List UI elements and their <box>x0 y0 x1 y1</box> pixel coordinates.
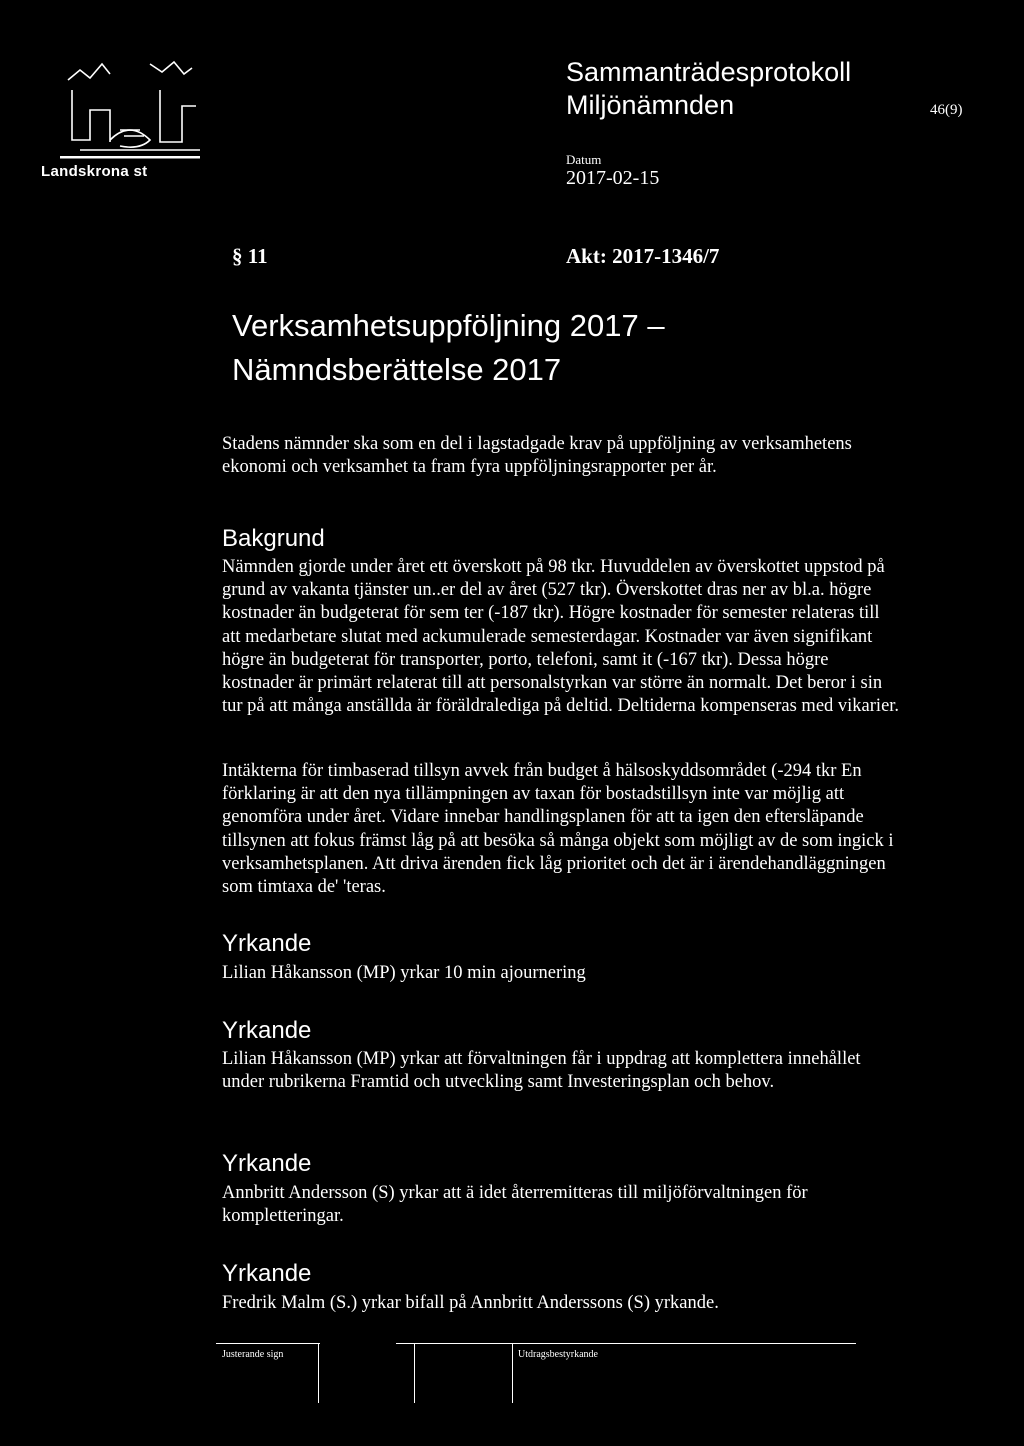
date-value: 2017-02-15 <box>566 167 660 189</box>
signature-top-rule-right <box>396 1343 856 1344</box>
bakgrund-heading: Bakgrund <box>222 525 325 552</box>
yrkande-text-3: Annbritt Andersson (S) yrkar att ä idet återremitteras till miljöförvaltningen för kompletteringar. <box>222 1183 808 1227</box>
organization-name: Miljönämnden <box>566 90 735 120</box>
intro-paragraph: Stadens nämnder ska som en del i lagstadgade krav på uppföljning av verksamhetens ekonomi och verksamhet ta fram fyra uppföljningsrapporter per år. <box>222 434 852 478</box>
date-label: Datum <box>566 152 602 167</box>
yrkande-heading-3: Yrkande <box>222 1150 312 1177</box>
bakgrund-paragraph-1: Nämnden gjorde under året ett överskott på 98 tkr. Huvuddelen av överskottet uppstod på grund av vakanta tjänster un..er del av året (527 tkr). Överskottet dras ner av bl.a. högre kostnader än budgeterat för sem ter (-187 tkr). Högre kostnader för semester relateras till att medarbetare slutat med ackumulerade semesterdagar. Kostnader var även signifikant högre än budgeterat för transporter, porto, telefoni, samt it (-167 tkr). Dessa högre kostnader är primärt relaterat till att personalstyrkan var större än normalt. Det beror i sin tur på att många anställda är föräldralediga på deltid. Deltiderna kompenseras med vikarier. <box>222 557 900 717</box>
bakgrund-paragraph-2: Intäkterna för timbaserad tillsyn avvek från budget å hälsoskyddsområdet (-294 tkr En förklaring är att den nya tillämpningen av taxan för bostadstillsyn inte var möjlig att genomföra under året. Vidare innebar handlingsplanen för att ta igen den eftersläpande tillsynen att fokus främst låg på att besöka så många objekt som möjligt av de som ingick i verksamhetsplanen. Att driva ärenden fick låg prioritet och det är i ärendehandläggningen som timtaxa de' 'teras. <box>222 761 894 898</box>
signature-divider-3 <box>512 1343 513 1403</box>
yrkande-heading-4: Yrkande <box>222 1260 312 1287</box>
page-number: 46(9) <box>930 102 963 118</box>
section-number: § 11 <box>232 244 268 268</box>
section-title-line2: Nämndsberättelse 2017 <box>232 352 562 387</box>
yrkande-heading-1: Yrkande <box>222 930 312 957</box>
yrkande-text-1: Lilian Håkansson (MP) yrkar 10 min ajournering <box>222 963 586 983</box>
section-title-line1: Verksamhetsuppföljning 2017 – <box>232 308 665 343</box>
logo-text: Landskrona st <box>41 163 148 180</box>
signature-divider-1 <box>318 1343 319 1403</box>
yrkande-heading-2: Yrkande <box>222 1017 312 1044</box>
landskrona-coat-of-arms-icon <box>50 50 210 170</box>
justerande-sign-label: Justerande sign <box>222 1349 284 1360</box>
akt-number: Akt: 2017-1346/7 <box>566 244 720 268</box>
yrkande-text-2: Lilian Håkansson (MP) yrkar att förvaltningen får i uppdrag att komplettera innehållet under rubrikerna Framtid och utveckling samt Investeringsplan och behov. <box>222 1049 861 1093</box>
utdragsbestyrkande-label: Utdragsbestyrkande <box>518 1349 598 1360</box>
signature-divider-2 <box>414 1343 415 1403</box>
signature-top-rule-left <box>216 1343 320 1344</box>
yrkande-text-4: Fredrik Malm (S.) yrkar bifall på Annbritt Anderssons (S) yrkande. <box>222 1293 719 1313</box>
document-type: Sammanträdesprotokoll <box>566 57 852 87</box>
